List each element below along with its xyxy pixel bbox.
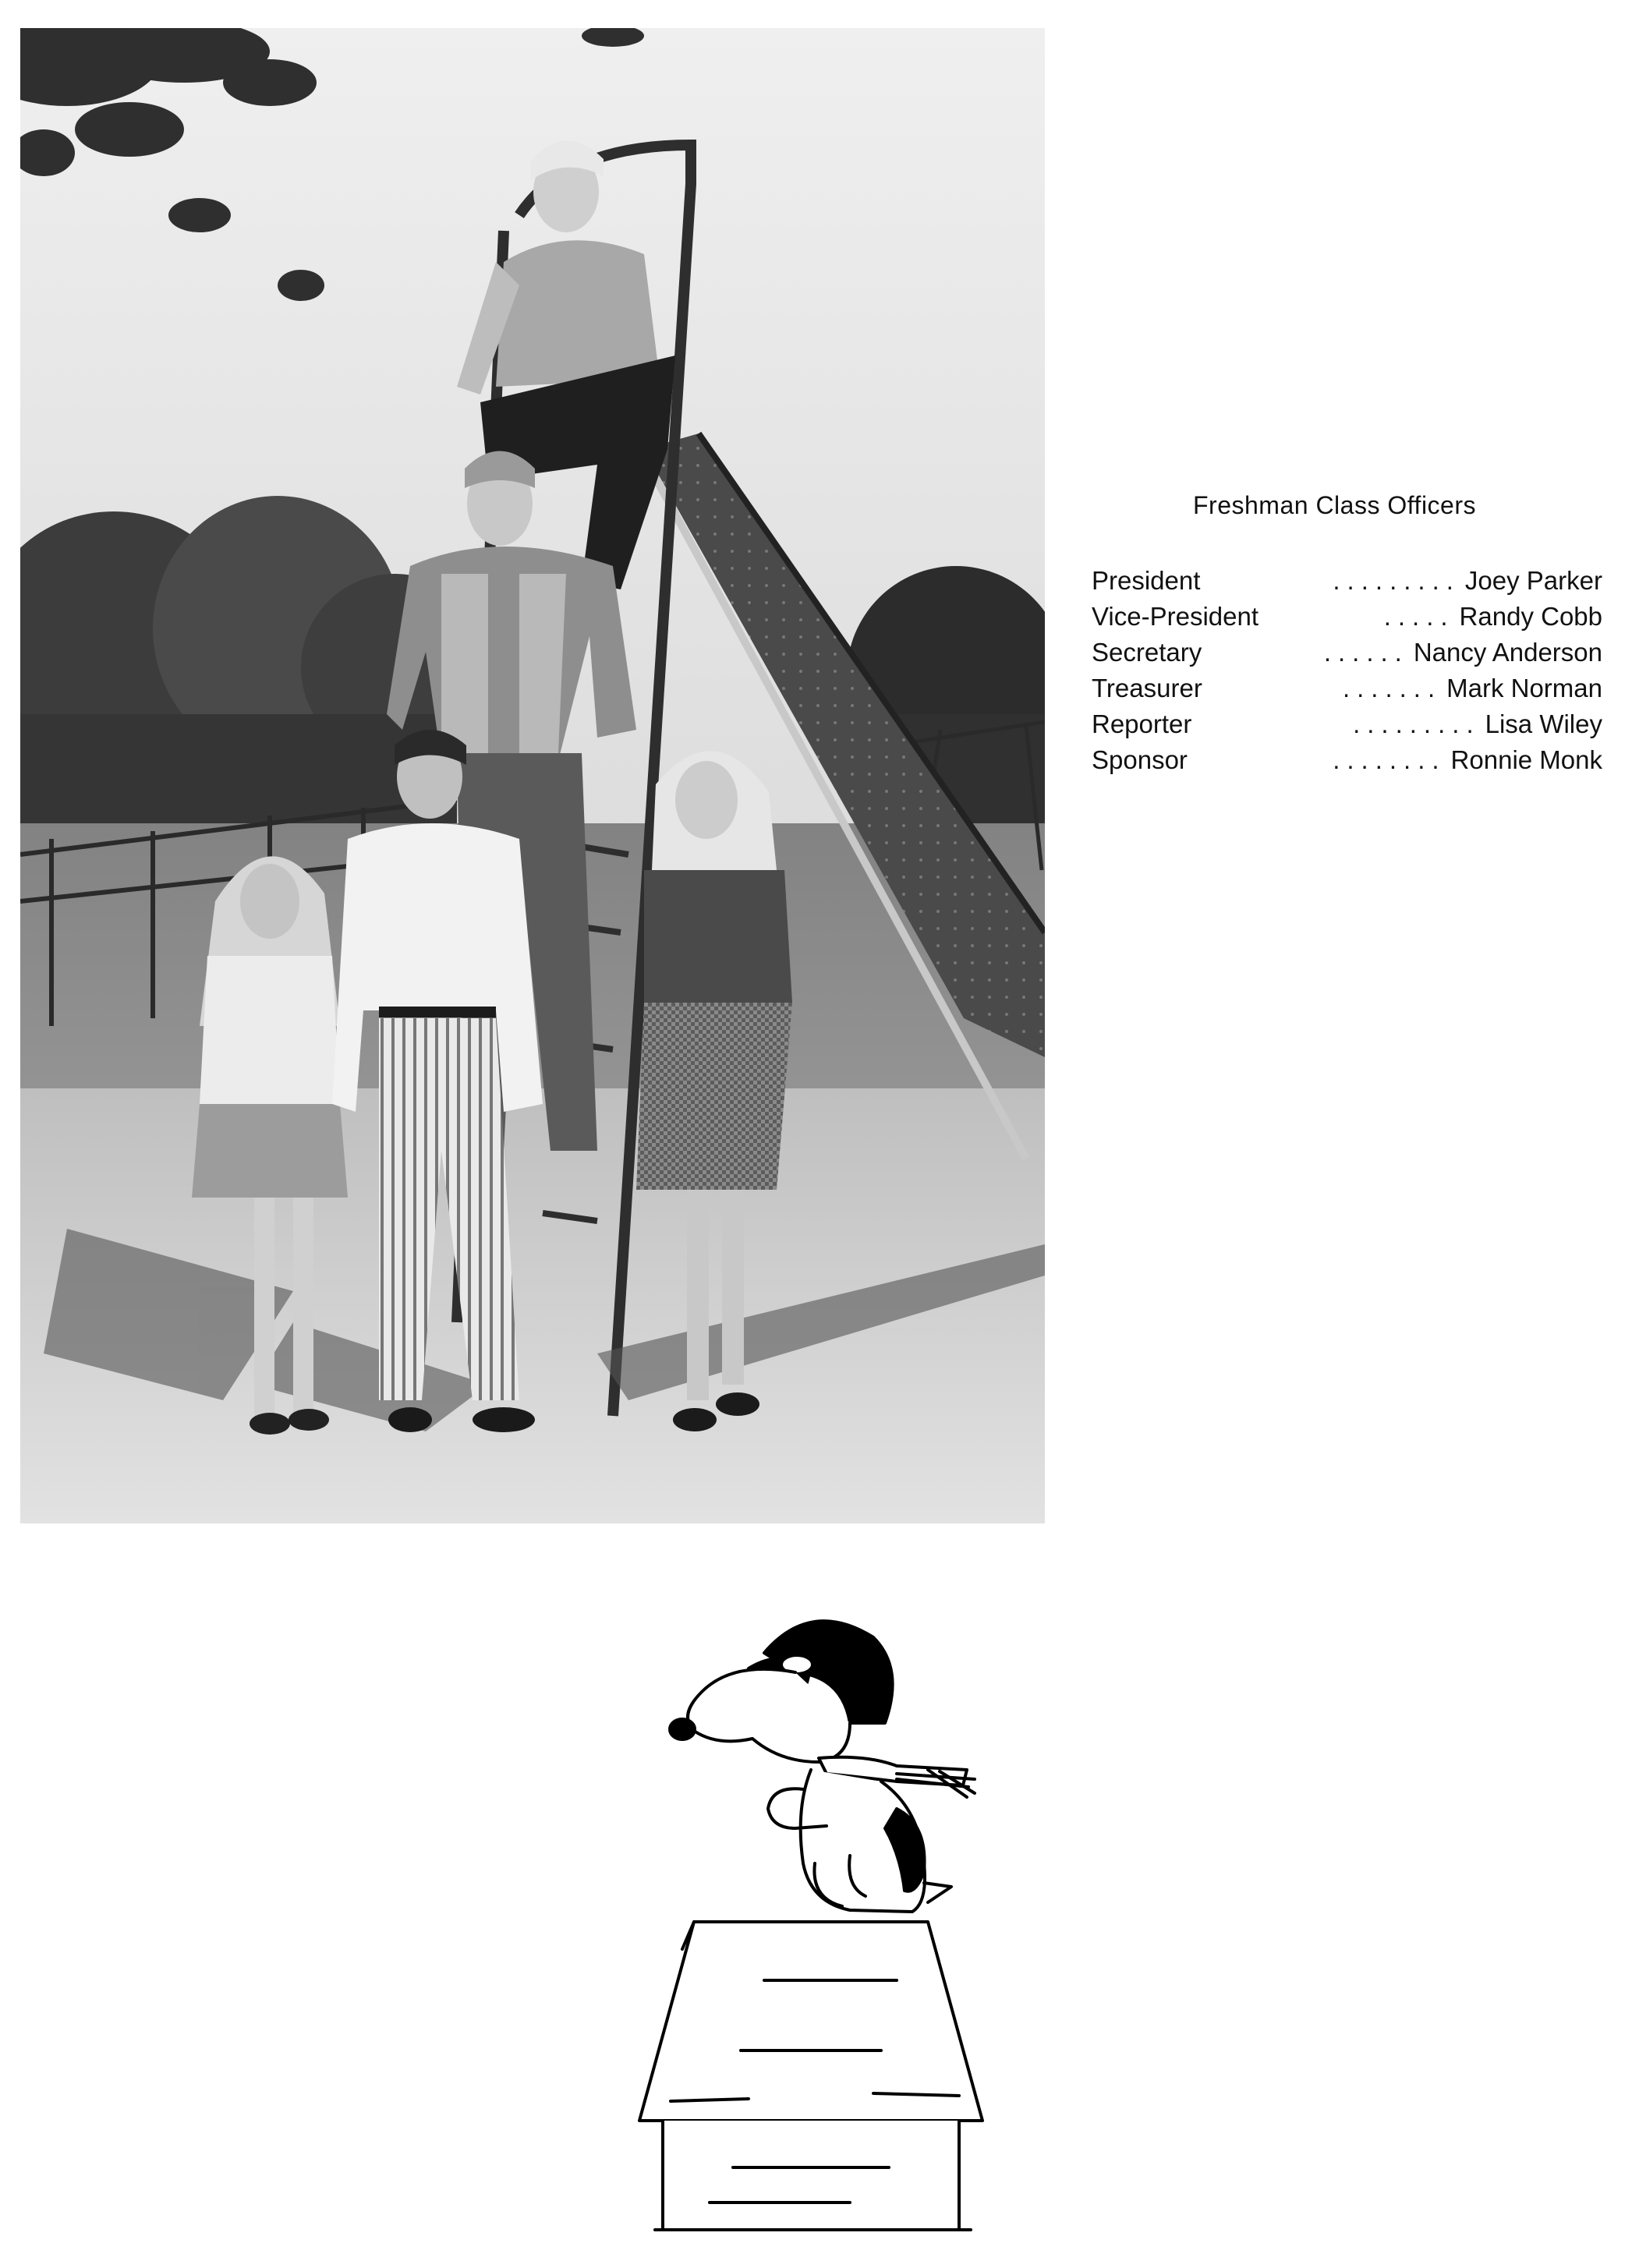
officer-row xyxy=(1092,638,1602,674)
leader-dots: ..... xyxy=(1383,602,1455,631)
officer-role: Sponsor xyxy=(1092,745,1188,774)
officer-role: Vice-President xyxy=(1092,602,1259,631)
officer-role: Secretary xyxy=(1092,638,1202,667)
officer-row xyxy=(1092,674,1602,709)
officer-row xyxy=(1092,709,1602,745)
cartoon-illustration xyxy=(616,1606,1021,2245)
leader-dots: ....... xyxy=(1342,674,1443,702)
leader-dots: ...... xyxy=(1323,638,1409,667)
leader-dots: ......... xyxy=(1353,709,1481,738)
officer-row xyxy=(1092,745,1602,781)
officer-name: Mark Norman xyxy=(1446,674,1602,702)
officer-name: Randy Cobb xyxy=(1459,602,1602,631)
officer-row xyxy=(1092,566,1602,602)
dog-nose-icon xyxy=(670,1719,695,1739)
officer-name: Ronnie Monk xyxy=(1450,745,1602,774)
officer-name: Joey Parker xyxy=(1464,566,1602,595)
doghouse-icon xyxy=(639,1922,982,2230)
officer-role: Treasurer xyxy=(1092,674,1202,702)
leader-dots: ......... xyxy=(1333,566,1460,595)
officer-row xyxy=(1092,602,1602,638)
leader-dots: ........ xyxy=(1333,745,1446,774)
officer-role: President xyxy=(1092,566,1201,595)
page-title: Freshman Class Officers xyxy=(1193,491,1476,519)
officer-name: Lisa Wiley xyxy=(1485,709,1602,738)
class-officers-photo xyxy=(20,28,1045,1523)
officer-list xyxy=(1092,566,1602,781)
officer-role: Reporter xyxy=(1092,709,1192,738)
dog-tail xyxy=(924,1883,951,1902)
officer-name: Nancy Anderson xyxy=(1413,638,1602,667)
